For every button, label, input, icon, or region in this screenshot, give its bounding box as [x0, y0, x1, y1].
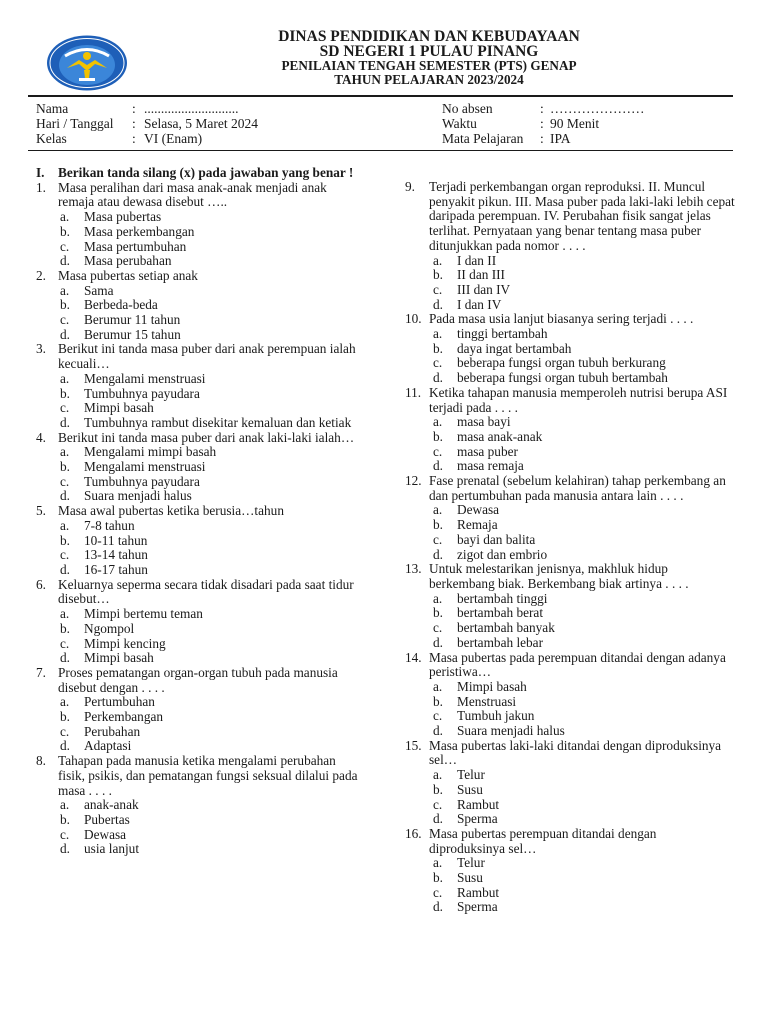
option-text: Mengalami menstruasi — [84, 370, 206, 386]
question-stem — [36, 269, 364, 284]
option-text: Mengalami menstruasi — [84, 459, 206, 475]
option-text: Masa perubahan — [84, 253, 172, 269]
option-text: Telur — [457, 855, 485, 871]
option-letter: a. — [60, 797, 70, 813]
question-text: Masa peralihan dari masa anak-anak menjadi anak remaja atau dewasa disebut ….. — [58, 179, 327, 210]
answer-option[interactable] — [36, 622, 364, 637]
answer-option[interactable] — [405, 268, 735, 283]
option-letter: a. — [433, 678, 443, 694]
option-text: 13-14 tahun — [84, 547, 148, 563]
identity-value: IPA — [550, 131, 571, 146]
answer-option[interactable] — [405, 548, 735, 563]
option-letter: a. — [433, 414, 443, 430]
option-letter: a. — [60, 370, 70, 386]
option-text: beberapa fungsi organ tubuh bertambah — [457, 370, 668, 386]
option-letter: b. — [60, 385, 70, 401]
option-letter: c. — [433, 443, 443, 459]
question-stem — [36, 666, 364, 695]
answer-option[interactable] — [36, 254, 364, 269]
option-letter: a. — [433, 855, 443, 871]
option-text: Mimpi basah — [457, 678, 527, 694]
option-text: Suara menjadi halus — [457, 723, 565, 739]
question-number: 8. — [36, 753, 46, 769]
option-letter: a. — [433, 767, 443, 783]
question-11 — [405, 386, 735, 474]
answer-option[interactable] — [405, 342, 735, 357]
identity-label: Mata Pelajaran — [442, 131, 524, 146]
answer-option[interactable] — [36, 445, 364, 460]
answer-option[interactable] — [405, 871, 735, 886]
question-number: 10. — [405, 311, 422, 327]
option-letter: d. — [60, 414, 70, 430]
answer-option[interactable] — [36, 637, 364, 652]
answer-option[interactable] — [405, 518, 735, 533]
identity-label: Waktu — [442, 116, 477, 131]
answer-option[interactable] — [36, 519, 364, 534]
answer-option[interactable] — [36, 328, 364, 343]
option-text: Dewasa — [457, 502, 500, 518]
option-letter: a. — [60, 444, 70, 460]
question-4 — [36, 431, 364, 505]
answer-option[interactable] — [405, 327, 735, 342]
answer-option[interactable] — [405, 621, 735, 636]
option-text: masa bayi — [457, 414, 511, 430]
option-text: I dan II — [457, 252, 497, 268]
answer-option[interactable] — [405, 768, 735, 783]
document-header — [130, 29, 728, 87]
answer-option[interactable] — [36, 710, 364, 725]
option-text: usia lanjut — [84, 841, 140, 857]
answer-option[interactable] — [405, 445, 735, 460]
option-letter: c. — [60, 473, 70, 489]
question-text: Berikut ini tanda masa puber dari anak laki-laki ialah… — [58, 429, 355, 445]
question-text: Terjadi perkembangan organ reproduksi. II. Muncul penyakit pikun. III. Masa puber pada laki-laki lebih cepat daripada perempuan. IV. Perubahan fisik sangat jelas terlihat. Pernyataan yang benar tentang masa puber ditunjukkan pada nomor . . . . — [429, 179, 735, 253]
answer-option[interactable] — [405, 356, 735, 371]
answer-option[interactable] — [405, 606, 735, 621]
identity-row-kelas: Kelas : VI (Enam) — [36, 131, 203, 146]
question-number: 9. — [405, 179, 415, 194]
answer-option[interactable] — [405, 783, 735, 798]
question-text: Fase prenatal (sebelum kelahiran) tahap perkembang an dan pertumbuhan pada manusia antara lain . . . . — [429, 473, 726, 503]
question-stem — [405, 474, 735, 503]
option-letter: d. — [60, 650, 70, 666]
option-text: bertambah berat — [457, 605, 544, 621]
question-text: Masa pubertas laki-laki ditandai dengan diproduksinya sel… — [429, 737, 722, 768]
question-stem — [405, 651, 735, 680]
section-number: I. — [36, 165, 45, 180]
answer-option[interactable] — [405, 283, 735, 298]
question-stem — [405, 827, 735, 856]
option-text: Tumbuhnya payudara — [84, 473, 200, 489]
option-text: Perubahan — [84, 723, 141, 739]
identity-label: Hari / Tanggal — [36, 116, 114, 131]
answer-option[interactable] — [405, 254, 735, 269]
answer-option[interactable] — [405, 459, 735, 474]
option-text: Susu — [457, 781, 483, 797]
question-number: 7. — [36, 664, 46, 680]
option-letter: c. — [433, 355, 443, 371]
answer-option[interactable] — [36, 284, 364, 299]
school-name: SD NEGERI 1 PULAU PINANG — [319, 43, 539, 60]
answer-option[interactable] — [36, 372, 364, 387]
question-text: Masa pubertas perempuan ditandai dengan diproduksinya sel… — [429, 825, 657, 856]
identity-divider — [28, 150, 733, 151]
question-text: Masa pubertas pada perempuan ditandai dengan adanya peristiwa… — [429, 649, 726, 680]
option-letter: b. — [60, 709, 70, 725]
answer-option[interactable] — [405, 430, 735, 445]
option-text: beberapa fungsi organ tubuh berkurang — [457, 355, 666, 371]
answer-option[interactable] — [36, 842, 364, 857]
answer-option[interactable] — [36, 460, 364, 475]
answer-option[interactable] — [405, 695, 735, 710]
option-text: I dan IV — [457, 296, 502, 312]
option-text: Tumbuhnya payudara — [84, 385, 200, 401]
option-text: Susu — [457, 870, 483, 886]
question-text: Masa awal pubertas ketika berusia…tahun — [58, 503, 284, 519]
option-letter: b. — [60, 532, 70, 548]
option-text: bertambah tinggi — [457, 590, 548, 606]
option-letter: a. — [433, 326, 443, 342]
question-text: Masa pubertas setiap anak — [58, 267, 198, 283]
identity-value: ............................ — [144, 101, 239, 116]
question-6 — [36, 578, 364, 666]
answer-option[interactable] — [36, 695, 364, 710]
questions-right-column — [405, 180, 735, 915]
option-text: Dewasa — [84, 826, 127, 842]
option-letter: c. — [60, 238, 70, 254]
option-letter: d. — [433, 370, 443, 386]
option-letter: d. — [60, 488, 70, 504]
question-stem — [405, 739, 735, 768]
option-letter: d. — [433, 634, 443, 650]
option-text: Menstruasi — [457, 693, 517, 709]
questions-left-column — [36, 166, 364, 857]
tut-wuri-handayani-logo — [45, 34, 129, 92]
question-14 — [405, 651, 735, 739]
answer-option[interactable] — [36, 534, 364, 549]
answer-option[interactable] — [36, 725, 364, 740]
option-text: Adaptasi — [84, 738, 132, 754]
option-text: Suara menjadi halus — [84, 488, 192, 504]
option-letter: d. — [433, 546, 443, 562]
answer-option[interactable] — [36, 401, 364, 416]
option-text: Mimpi kencing — [84, 635, 166, 651]
option-letter: a. — [433, 252, 443, 268]
answer-option[interactable] — [405, 371, 735, 386]
question-15 — [405, 739, 735, 827]
option-letter: d. — [433, 458, 443, 474]
option-text: masa anak-anak — [457, 428, 543, 444]
identity-label: No absen — [442, 101, 493, 116]
option-letter: c. — [60, 547, 70, 563]
identity-label: Kelas — [36, 131, 67, 146]
answer-option[interactable] — [405, 886, 735, 901]
question-2 — [36, 269, 364, 343]
option-letter: c. — [60, 635, 70, 651]
identity-value: VI (Enam) — [144, 131, 203, 146]
option-letter: d. — [433, 296, 443, 312]
option-letter: c. — [60, 400, 70, 416]
answer-option[interactable] — [36, 225, 364, 240]
option-text: anak-anak — [84, 797, 139, 813]
option-text: Pubertas — [84, 811, 130, 827]
question-number: 2. — [36, 267, 46, 283]
school-year: TAHUN PELAJARAN 2023/2024 — [334, 72, 524, 87]
question-10 — [405, 312, 735, 386]
agency-name: DINAS PENDIDIKAN DAN KEBUDAYAAN — [278, 28, 580, 45]
section-text: Berikan tanda silang (x) pada jawaban yang benar ! — [58, 165, 354, 180]
option-text: tinggi bertambah — [457, 326, 548, 342]
option-letter: c. — [60, 826, 70, 842]
question-number: 12. — [405, 473, 422, 489]
question-stem — [36, 754, 364, 798]
option-letter: d. — [60, 841, 70, 857]
question-12 — [405, 474, 735, 562]
option-text: masa remaja — [457, 458, 524, 474]
option-text: Mimpi basah — [84, 400, 154, 416]
option-letter: c. — [433, 708, 443, 724]
option-text: Mimpi bertemu teman — [84, 606, 203, 622]
answer-option[interactable] — [405, 415, 735, 430]
exam-title: PENILAIAN TENGAH SEMESTER (PTS) GENAP — [281, 58, 577, 73]
option-letter: c. — [433, 281, 443, 297]
option-letter: d. — [60, 253, 70, 269]
answer-option[interactable] — [36, 475, 364, 490]
option-text: Masa perkembangan — [84, 223, 195, 239]
option-letter: b. — [60, 459, 70, 475]
option-letter: b. — [433, 781, 443, 797]
question-stem — [36, 578, 364, 607]
answer-option[interactable] — [36, 489, 364, 504]
answer-option[interactable] — [405, 900, 735, 915]
option-letter: a. — [60, 209, 70, 225]
identity-row-mata-pelajaran: Mata Pelajaran : IPA — [442, 131, 571, 146]
option-text: Perkembangan — [84, 709, 164, 725]
option-letter: a. — [60, 606, 70, 622]
option-letter: a. — [60, 282, 70, 298]
option-letter: b. — [433, 605, 443, 621]
answer-option[interactable] — [36, 563, 364, 578]
identity-row-nama: Nama : ............................ — [36, 101, 239, 116]
option-letter: b. — [433, 340, 443, 356]
option-letter: b. — [433, 870, 443, 886]
identity-left — [36, 101, 258, 146]
option-text: Sama — [84, 282, 114, 298]
option-letter: c. — [60, 312, 70, 328]
answer-option[interactable] — [405, 298, 735, 313]
option-letter: a. — [60, 517, 70, 533]
question-number: 6. — [36, 576, 46, 592]
question-number: 14. — [405, 649, 422, 665]
answer-option[interactable] — [36, 416, 364, 431]
answer-option[interactable] — [36, 739, 364, 754]
option-text: Mimpi basah — [84, 650, 154, 666]
question-text: Proses pematangan organ-organ tubuh pada manusia disebut dengan . . . . — [58, 664, 338, 695]
header-divider — [28, 95, 733, 97]
question-text: Berikut ini tanda masa puber dari anak perempuan ialah kecuali… — [58, 341, 356, 372]
answer-option[interactable] — [405, 798, 735, 813]
question-13 — [405, 562, 735, 650]
option-text: Mengalami mimpi basah — [84, 444, 217, 460]
answer-option[interactable] — [405, 856, 735, 871]
question-number: 3. — [36, 341, 46, 357]
identity-label: Nama — [36, 101, 69, 116]
question-1 — [36, 181, 364, 269]
identity-value: Selasa, 5 Maret 2024 — [144, 116, 258, 131]
option-text: zigot dan embrio — [457, 546, 548, 562]
answer-option[interactable] — [36, 548, 364, 563]
question-number: 16. — [405, 825, 422, 841]
option-text: bertambah lebar — [457, 634, 544, 650]
question-stem — [36, 431, 364, 446]
answer-option[interactable] — [405, 533, 735, 548]
section-instruction — [36, 166, 364, 181]
identity-row-hari-tanggal: Hari / Tanggal : Selasa, 5 Maret 2024 — [36, 116, 258, 131]
question-text: Untuk melestarikan jenisnya, makhluk hidup berkembang biak. Berkembang biak artinya . . . . — [429, 561, 689, 591]
question-7 — [36, 666, 364, 754]
answer-option[interactable] — [405, 503, 735, 518]
option-letter: b. — [60, 811, 70, 827]
option-text: Remaja — [457, 517, 498, 533]
option-letter: a. — [60, 694, 70, 710]
option-text: 7-8 tahun — [84, 517, 135, 533]
option-letter: c. — [433, 884, 443, 900]
option-text: Berbeda-beda — [84, 297, 158, 313]
identity-row-no-absen: No absen : ………………… — [442, 101, 645, 116]
option-letter: d. — [60, 561, 70, 577]
answer-option[interactable] — [405, 680, 735, 695]
option-text: Sperma — [457, 811, 498, 827]
option-letter: d. — [60, 738, 70, 754]
option-text: masa puber — [457, 443, 518, 459]
answer-option[interactable] — [36, 798, 364, 813]
question-stem — [36, 504, 364, 519]
option-text: bayi dan balita — [457, 531, 536, 547]
answer-option[interactable] — [405, 709, 735, 724]
answer-option[interactable] — [36, 313, 364, 328]
option-letter: d. — [433, 811, 443, 827]
option-letter: d. — [60, 326, 70, 342]
answer-option[interactable] — [36, 607, 364, 622]
option-letter: b. — [433, 517, 443, 533]
question-5 — [36, 504, 364, 578]
question-stem — [36, 342, 364, 371]
question-3 — [36, 342, 364, 430]
answer-option[interactable] — [36, 298, 364, 313]
option-text: Masa pubertas — [84, 209, 162, 225]
option-letter: c. — [60, 723, 70, 739]
question-16 — [405, 827, 735, 915]
question-text: Pada masa usia lanjut biasanya sering terjadi . . . . — [429, 311, 694, 327]
option-letter: d. — [433, 723, 443, 739]
answer-option[interactable] — [405, 812, 735, 827]
question-number: 4. — [36, 429, 46, 445]
question-number: 5. — [36, 503, 46, 519]
answer-option[interactable] — [36, 651, 364, 666]
option-text: bertambah banyak — [457, 620, 555, 636]
question-stem — [405, 180, 735, 254]
answer-option[interactable] — [36, 240, 364, 255]
option-letter: b. — [60, 223, 70, 239]
identity-value: 90 Menit — [550, 116, 600, 131]
answer-option[interactable] — [36, 813, 364, 828]
option-letter: a. — [433, 502, 443, 518]
option-text: Pertumbuhan — [84, 694, 155, 710]
option-text: Telur — [457, 767, 485, 783]
option-letter: c. — [433, 796, 443, 812]
option-letter: c. — [433, 531, 443, 547]
option-letter: c. — [433, 620, 443, 636]
answer-option[interactable] — [36, 828, 364, 843]
question-9 — [405, 180, 735, 312]
answer-option[interactable] — [36, 387, 364, 402]
question-text: Tahapan pada manusia ketika mengalami perubahan fisik, psikis, dan pematangan fungsi seksual dilalui pada masa . . . . — [58, 753, 358, 798]
identity-right — [442, 101, 645, 146]
option-text: Berumur 11 tahun — [84, 312, 181, 328]
question-number: 15. — [405, 737, 422, 753]
identity-row-waktu: Waktu : 90 Menit — [442, 116, 600, 131]
option-text: Rambut — [457, 884, 500, 900]
option-text: Masa pertumbuhan — [84, 238, 187, 254]
option-text: Tumbuhnya rambut disekitar kemaluan dan ketiak — [84, 414, 352, 430]
option-text: Berumur 15 tahun — [84, 326, 181, 342]
option-letter: a. — [433, 590, 443, 606]
option-letter: b. — [433, 428, 443, 444]
option-text: Ngompol — [84, 620, 135, 636]
option-letter: b. — [60, 620, 70, 636]
option-text: Sperma — [457, 899, 498, 915]
option-text: Tumbuh jakun — [457, 708, 535, 724]
option-text: 16-17 tahun — [84, 561, 148, 577]
option-text: Rambut — [457, 796, 500, 812]
answer-option[interactable] — [405, 592, 735, 607]
answer-option[interactable] — [405, 636, 735, 651]
question-stem — [405, 562, 735, 591]
answer-option[interactable] — [405, 724, 735, 739]
question-text: Ketika tahapan manusia memperoleh nutrisi berupa ASI terjadi pada . . . . — [429, 384, 728, 415]
option-text: 10-11 tahun — [84, 532, 148, 548]
question-number: 11. — [405, 384, 422, 400]
identity-value: ………………… — [550, 101, 645, 116]
question-number: 1. — [36, 179, 46, 195]
question-stem — [405, 312, 735, 327]
question-8 — [36, 754, 364, 857]
question-text: Keluarnya seperma secara tidak disadari pada saat tidur disebut… — [58, 576, 354, 607]
answer-option[interactable] — [36, 210, 364, 225]
option-letter: b. — [60, 297, 70, 313]
question-stem — [36, 181, 364, 210]
question-stem — [405, 386, 735, 415]
question-number: 13. — [405, 561, 422, 577]
option-letter: d. — [433, 899, 443, 915]
option-text: daya ingat bertambah — [457, 340, 572, 356]
option-letter: b. — [433, 693, 443, 709]
option-text: II dan III — [457, 267, 505, 283]
option-letter: b. — [433, 267, 443, 283]
option-text: III dan IV — [457, 281, 511, 297]
